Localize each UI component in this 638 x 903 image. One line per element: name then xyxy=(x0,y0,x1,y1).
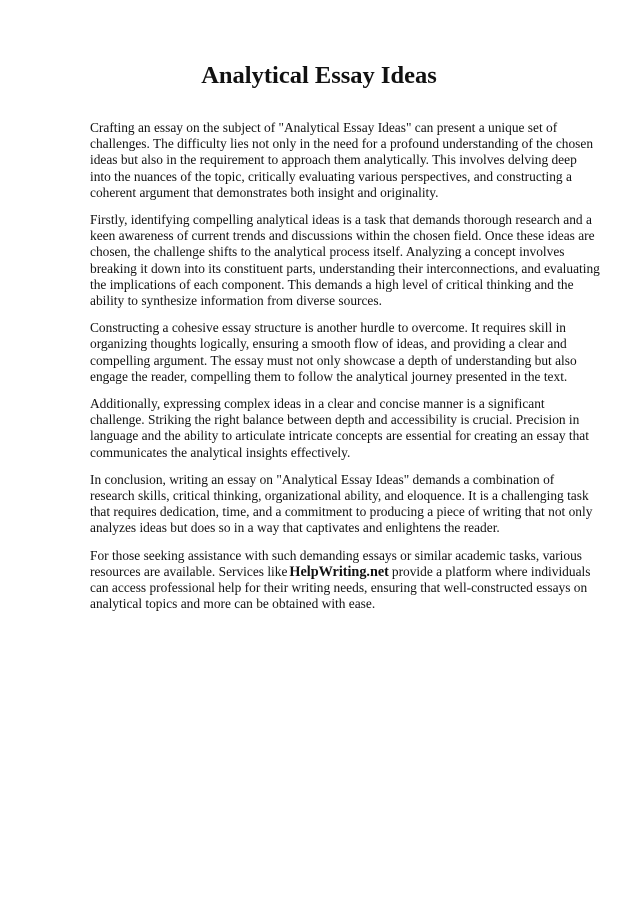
page-title: Analytical Essay Ideas xyxy=(201,62,437,89)
document-body xyxy=(90,120,600,623)
paragraph-resources xyxy=(90,548,600,613)
paragraph-ideas: Firstly, identifying compelling analytical ideas is a task that demands thorough research and a keen awareness of current trends and discussions within the chosen field. Once these ideas are chosen, the challenge shifts to the analytical process itself. Analyzing a concept involves breaking it down into its constituent parts, understanding their interconnections, and evaluating the implications of each component. This demands a high level of critical thinking and the ability to synthesize information from diverse sources. xyxy=(90,212,600,309)
paragraph-expression: Additionally, expressing complex ideas in a clear and concise manner is a significant challenge. Striking the right balance between depth and accessibility is crucial. Precision in language and the ability to articulate intricate concepts are essential for creating an essay that communicates the analytical insights effectively. xyxy=(90,396,589,460)
resources-text-before-link: For those seeking assistance with such demanding essays or similar academic tasks, various resources are available. Services like xyxy=(90,547,582,579)
paragraph-conclusion: In conclusion, writing an essay on "Analytical Essay Ideas" demands a combination of research skills, critical thinking, organizational ability, and eloquence. It is a challenging task that requires dedication, time, and a commitment to producing a piece of writing that not only analyzes ideas but does so in a way that captivates and enlightens the reader. xyxy=(90,471,593,536)
paragraph-intro: Crafting an essay on the subject of "Analytical Essay Ideas" can present a unique set of challenges. The difficulty lies not only in the need for a profound understanding of the chosen ideas but also in the requirement to approach them analytically. This involves delving deep into the nuances of the topic, critically evaluating various perspectives, and constructing a coherent argument that demonstrates both insight and originality. xyxy=(90,120,594,200)
helpwriting-link[interactable]: HelpWriting.net xyxy=(289,563,389,580)
paragraph-structure: Constructing a cohesive essay structure is another hurdle to overcome. It requires skill in organizing thoughts logically, ensuring a smooth flow of ideas, and providing a clear and compelling argument. The essay must not only showcase a depth of understanding but also engage the reader, compelling them to follow the analytical journey presented in the text. xyxy=(90,320,577,384)
resources-text-after-link: provide a platform where individuals can access professional help for their writing needs, ensuring that well-constructed essays on analytical topics and more can be obtained with ease. xyxy=(90,563,591,612)
